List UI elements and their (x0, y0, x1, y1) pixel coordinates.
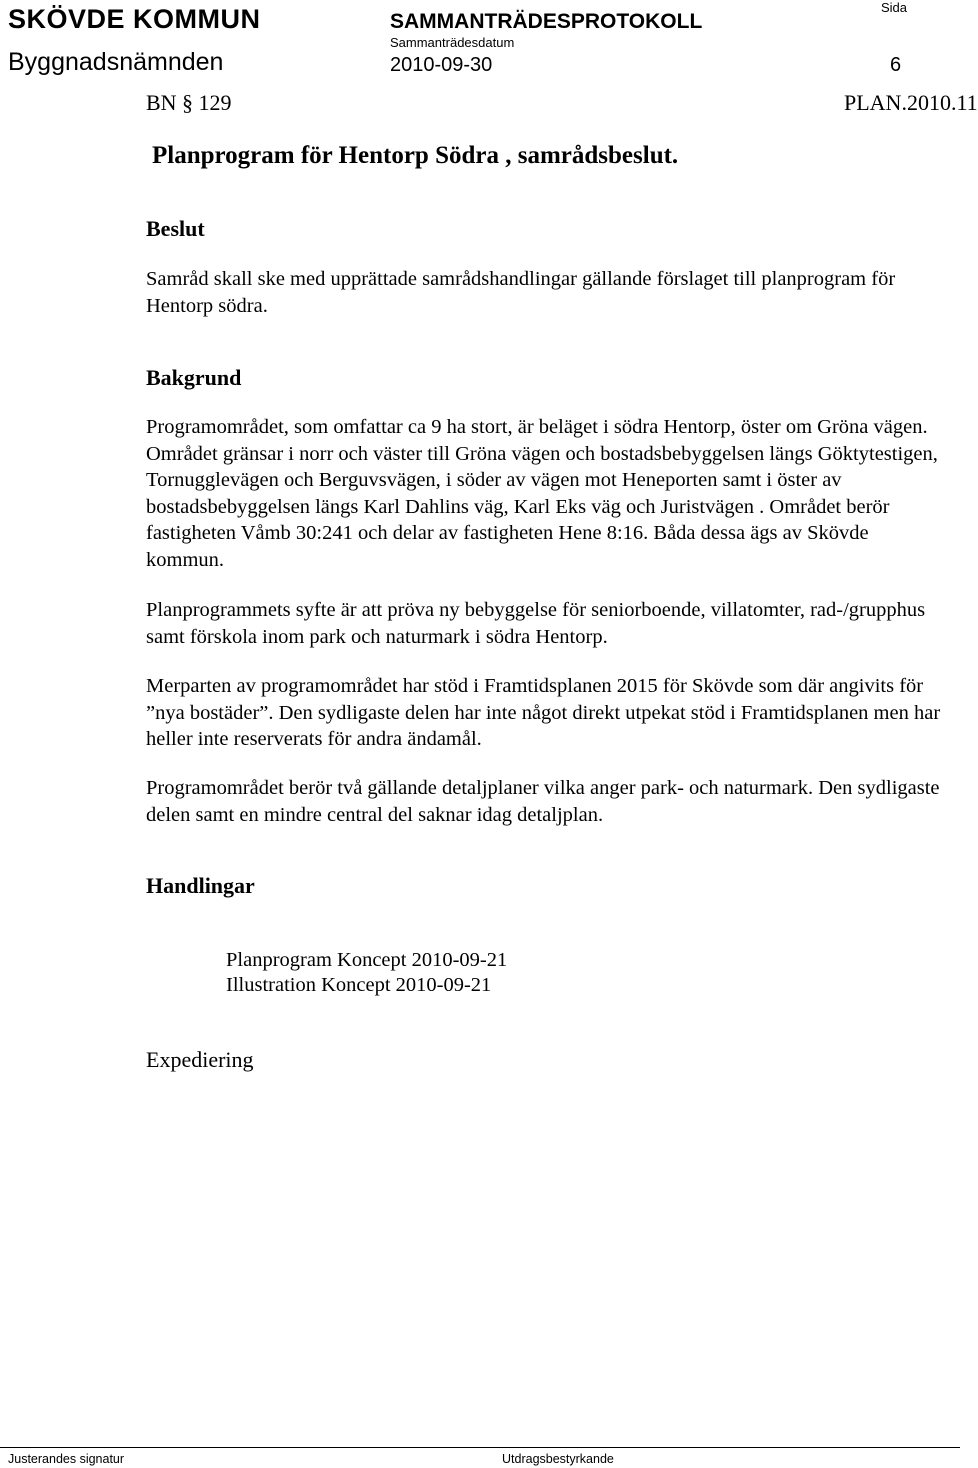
list-item: Illustration Koncept 2010-09-21 (226, 974, 492, 996)
meeting-date: 2010-09-30 (390, 54, 493, 76)
bakgrund-paragraph: Programområdet, som omfattar ca 9 ha stort, är beläget i södra Hentorp, öster om Gröna vägen. Området gränsar i norr och väster till Gröna vägen och bostadsbebyggelsen längs Göktytestigen, Tornugglevägen och Berguvsvägen, i söder av vägen mot Heneporten samt i öster av bostadsbebyggelsen längs Karl Dahlins väg, Karl Eks väg och Juristvägen . Området berör fastigheten Våmb 30:241 och delar av fastigheten Hene 8:16. Båda dessa ägs av Skövde kommun. (146, 416, 938, 571)
extract-label: Utdragsbestyrkande (502, 1452, 614, 1466)
page-label: Sida (881, 0, 908, 15)
page-title: Planprogram för Hentorp Södra , samrådsbeslut. (152, 142, 679, 169)
bakgrund-paragraph: Planprogrammets syfte är att pröva ny bebyggelse för seniorboende, villatomter, rad-/grupphus samt förskola inom park och naturmark i södra Hentorp. (146, 599, 926, 648)
beslut-text: Samråd skall ske med upprättade samrådshandlingar gällande förslaget till planprogram för Hentorp södra. (146, 268, 896, 317)
document-list (226, 948, 507, 998)
page-number: 6 (890, 54, 902, 76)
section-heading-beslut: Beslut (146, 216, 205, 241)
document-type: SAMMANTRÄDESPROTOKOLL (390, 10, 703, 33)
bakgrund-paragraph: Programområdet berör två gällande detaljplaner vilka anger park- och naturmark. Den sydligaste delen samt en mindre central del saknar idag detaljplan. (146, 777, 940, 826)
organization-name: Byggnadsnämnden (8, 48, 224, 76)
paragraph-number: BN § 129 (146, 90, 232, 115)
signature-label: Justerandes signatur (8, 1452, 125, 1466)
bakgrund-paragraph: Merparten av programområdet har stöd i Framtidsplanen 2015 för Skövde som där angivits för ”nya bostäder”. Den sydligaste delen har inte något direkt utpekat stöd i Framtidsplanen men har heller inte reserverats för andra ändamål. (146, 675, 941, 750)
list-item: Planprogram Koncept 2010-09-21 (226, 949, 508, 971)
section-heading-bakgrund: Bakgrund (146, 365, 242, 390)
municipality-logo: SKÖVDE KOMMUN (8, 4, 261, 34)
footer-divider (0, 1447, 960, 1448)
section-heading-handlingar: Handlingar (146, 873, 255, 898)
date-label: Sammanträdesdatum (390, 35, 515, 50)
case-number: PLAN.2010.11 (844, 90, 978, 115)
section-heading-expediering: Expediering (146, 1047, 254, 1072)
